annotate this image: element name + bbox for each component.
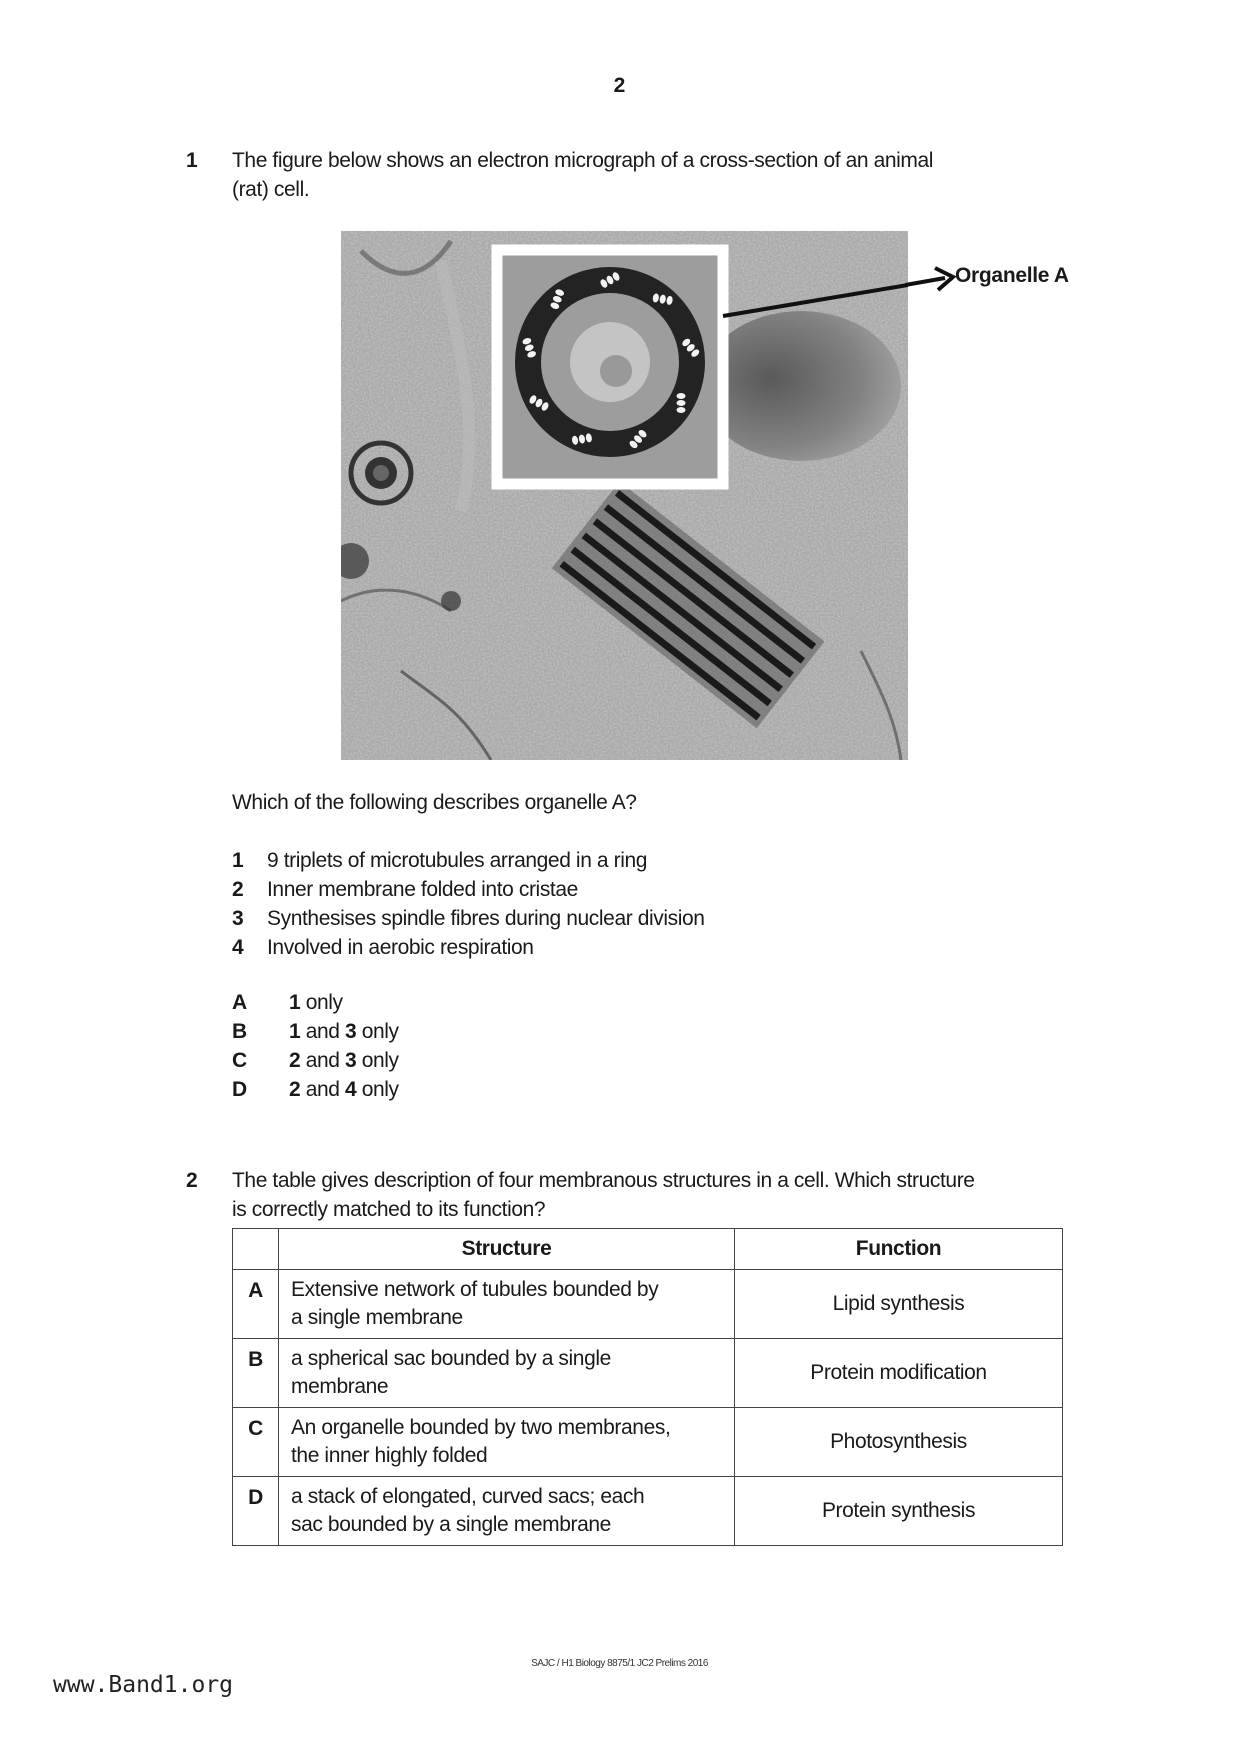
row-letter: B bbox=[233, 1339, 279, 1408]
structure-line: a single membrane bbox=[291, 1306, 463, 1329]
option-statement-number: 3 bbox=[345, 1020, 357, 1043]
page-number: 2 bbox=[613, 74, 626, 97]
table-row bbox=[233, 1270, 1063, 1339]
structure-function-table bbox=[232, 1228, 1063, 1546]
option-letter: A bbox=[232, 991, 247, 1014]
option-connector: only bbox=[356, 1020, 399, 1043]
statement-number: 3 bbox=[232, 907, 244, 930]
structure-line: Extensive network of tubules bounded by bbox=[291, 1278, 659, 1301]
question-stem bbox=[232, 146, 933, 204]
row-function: Lipid synthesis bbox=[735, 1270, 1063, 1339]
question-number: 2 bbox=[186, 1169, 198, 1192]
row-structure bbox=[279, 1408, 735, 1477]
header-letter bbox=[233, 1229, 279, 1270]
table-row bbox=[233, 1339, 1063, 1408]
statement-number: 1 bbox=[232, 849, 244, 872]
option-connector: and bbox=[300, 1078, 345, 1101]
option-statement-number: 1 bbox=[289, 1020, 301, 1043]
statement-text: Involved in aerobic respiration bbox=[267, 936, 534, 959]
header-function: Function bbox=[735, 1229, 1063, 1270]
structure-line: sac bounded by a single membrane bbox=[291, 1513, 611, 1536]
answer-option-c[interactable] bbox=[232, 1046, 399, 1075]
structure-line: An organelle bounded by two membranes, bbox=[291, 1416, 671, 1439]
header-structure: Structure bbox=[279, 1229, 735, 1270]
option-connector: only bbox=[300, 991, 343, 1014]
option-text bbox=[289, 1075, 399, 1104]
answer-option-d[interactable] bbox=[232, 1075, 399, 1104]
answer-options bbox=[232, 988, 399, 1104]
row-structure bbox=[279, 1477, 735, 1546]
option-text bbox=[289, 988, 343, 1017]
option-letter: C bbox=[232, 1049, 247, 1072]
electron-micrograph bbox=[341, 231, 908, 760]
option-connector: only bbox=[356, 1049, 399, 1072]
table-row bbox=[233, 1408, 1063, 1477]
statement-item bbox=[232, 933, 705, 962]
arrow-pointer bbox=[905, 262, 957, 302]
question-stem-line: is correctly matched to its function? bbox=[232, 1198, 546, 1221]
option-statement-number: 4 bbox=[345, 1078, 357, 1101]
option-connector: and bbox=[300, 1049, 345, 1072]
question-stem-line: The table gives description of four membranous structures in a cell. Which structure bbox=[232, 1169, 975, 1192]
statement-text: Synthesises spindle fibres during nuclear division bbox=[267, 907, 705, 930]
option-letter: B bbox=[232, 1020, 247, 1043]
structure-line: a spherical sac bounded by a single bbox=[291, 1347, 611, 1370]
statement-list bbox=[232, 846, 705, 962]
statement-number: 4 bbox=[232, 936, 244, 959]
answer-option-b[interactable] bbox=[232, 1017, 399, 1046]
statement-item bbox=[232, 904, 705, 933]
structure-line: the inner highly folded bbox=[291, 1444, 488, 1467]
row-letter: A bbox=[233, 1270, 279, 1339]
statement-number: 2 bbox=[232, 878, 244, 901]
option-statement-number: 2 bbox=[289, 1078, 301, 1101]
statement-text: 9 triplets of microtubules arranged in a ring bbox=[267, 849, 648, 872]
option-text bbox=[289, 1017, 399, 1046]
row-function: Photosynthesis bbox=[735, 1408, 1063, 1477]
question-number: 1 bbox=[186, 149, 198, 172]
option-statement-number: 2 bbox=[289, 1049, 301, 1072]
statement-text: Inner membrane folded into cristae bbox=[267, 878, 578, 901]
footer-reference: SAJC / H1 Biology 8875/1 JC2 Prelims 2016 bbox=[531, 1658, 708, 1669]
row-letter: C bbox=[233, 1408, 279, 1477]
structure-line: a stack of elongated, curved sacs; each bbox=[291, 1485, 645, 1508]
question-stem bbox=[232, 1166, 975, 1224]
answer-option-a[interactable] bbox=[232, 988, 399, 1017]
table-row bbox=[233, 1477, 1063, 1546]
statement-item bbox=[232, 875, 705, 904]
option-text bbox=[289, 1046, 399, 1075]
mitochondrion-body bbox=[701, 311, 901, 461]
option-letter: D bbox=[232, 1078, 247, 1101]
row-function: Protein modification bbox=[735, 1339, 1063, 1408]
row-structure bbox=[279, 1270, 735, 1339]
row-letter: D bbox=[233, 1477, 279, 1546]
question-stem-line: (rat) cell. bbox=[232, 178, 310, 201]
question-stem-line: The figure below shows an electron micrograph of a cross-section of an animal bbox=[232, 149, 934, 172]
table-header-row bbox=[233, 1229, 1063, 1270]
structure-line: membrane bbox=[291, 1375, 389, 1398]
option-connector: only bbox=[356, 1078, 399, 1101]
question-prompt: Which of the following describes organelle A? bbox=[232, 791, 637, 814]
option-connector: and bbox=[300, 1020, 345, 1043]
option-statement-number: 1 bbox=[289, 991, 301, 1014]
watermark-link[interactable]: www.Band1.org bbox=[53, 1672, 234, 1698]
option-statement-number: 3 bbox=[345, 1049, 357, 1072]
row-function: Protein synthesis bbox=[735, 1477, 1063, 1546]
statement-item bbox=[232, 846, 705, 875]
organelle-a-label: Organelle A bbox=[955, 264, 1069, 287]
row-structure bbox=[279, 1339, 735, 1408]
microtubule-triplet bbox=[677, 393, 686, 413]
